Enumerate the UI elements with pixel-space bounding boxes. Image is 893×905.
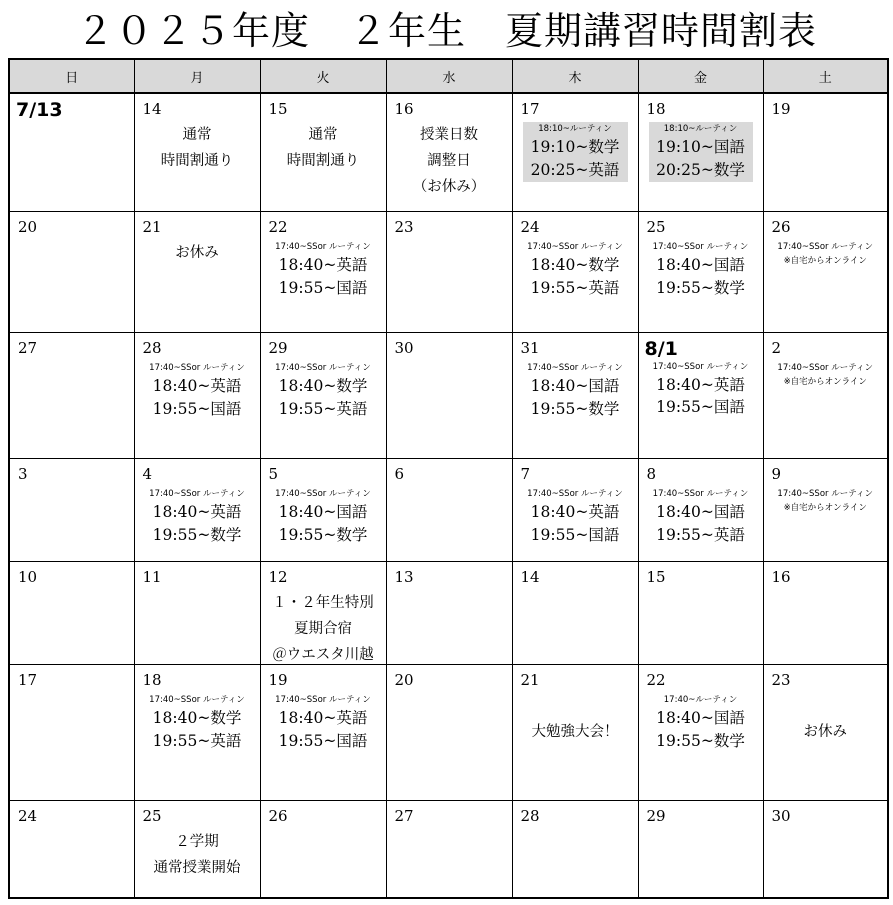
schedule-lines bbox=[513, 693, 638, 745]
day-cell-content bbox=[513, 94, 638, 211]
day-cell-content bbox=[639, 333, 763, 458]
schedule-note: 17:40~SSor ルーティン bbox=[777, 242, 874, 252]
day-schedule bbox=[135, 122, 260, 174]
schedule-line: 時間割通り bbox=[160, 153, 234, 169]
day-number: 21 bbox=[520, 671, 540, 689]
day-cell-content bbox=[135, 801, 260, 897]
weekday-header-sun: 日 bbox=[9, 59, 134, 93]
day-cell bbox=[9, 212, 134, 333]
day-cell-content bbox=[10, 562, 134, 664]
schedule-lines bbox=[639, 487, 763, 547]
day-schedule bbox=[639, 240, 763, 300]
schedule-lines bbox=[135, 122, 260, 174]
schedule-lines bbox=[135, 240, 260, 266]
schedule-lines bbox=[764, 361, 888, 389]
day-cell bbox=[638, 459, 763, 562]
day-number: 16 bbox=[394, 100, 414, 118]
day-cell bbox=[260, 93, 386, 212]
schedule-note: ※自宅からオンライン bbox=[783, 503, 867, 513]
day-number: 7 bbox=[520, 465, 531, 483]
day-cell-content bbox=[764, 333, 888, 458]
day-cell-content bbox=[764, 665, 888, 800]
schedule-line: 19:10~国語 bbox=[656, 138, 745, 156]
week-row bbox=[9, 665, 888, 801]
schedule-line: 18:40~国語 bbox=[530, 377, 620, 395]
week-row bbox=[9, 801, 888, 899]
day-cell-content bbox=[764, 94, 888, 211]
weekday-header-thu: 木 bbox=[512, 59, 638, 93]
day-cell-content bbox=[387, 801, 512, 897]
schedule-lines bbox=[639, 240, 763, 300]
schedule-line: 19:55~数学 bbox=[152, 526, 242, 544]
day-number: 29 bbox=[646, 807, 666, 825]
day-cell-content bbox=[387, 459, 512, 561]
schedule-note: 17:40~SSor ルーティン bbox=[275, 363, 371, 373]
day-cell bbox=[638, 665, 763, 801]
schedule-line: ２学期 bbox=[175, 834, 219, 850]
schedule-line: お休み bbox=[175, 245, 219, 261]
schedule-line: お休み bbox=[803, 724, 847, 740]
day-cell-content bbox=[10, 333, 134, 458]
day-number: 27 bbox=[394, 807, 414, 825]
day-cell bbox=[9, 459, 134, 562]
highlighted-schedule bbox=[523, 122, 628, 182]
day-number: 12 bbox=[268, 568, 288, 586]
schedule-line: 18:40~国語 bbox=[656, 503, 745, 521]
day-cell-content bbox=[10, 801, 134, 897]
day-number: 25 bbox=[646, 218, 666, 236]
schedule-line: 19:55~数学 bbox=[278, 526, 368, 544]
day-cell bbox=[386, 801, 512, 899]
schedule-note: 17:40~SSor ルーティン bbox=[149, 489, 245, 499]
schedule-line: 時間割通り bbox=[286, 153, 360, 169]
week-row bbox=[9, 212, 888, 333]
day-schedule bbox=[135, 829, 260, 881]
schedule-line: 19:55~国語 bbox=[278, 279, 368, 297]
schedule-lines bbox=[764, 240, 888, 268]
day-schedule bbox=[513, 487, 638, 547]
schedule-line: 通常授業開始 bbox=[153, 860, 241, 876]
schedule-line: 調整日 bbox=[427, 153, 471, 169]
day-cell-content bbox=[10, 212, 134, 332]
schedule-line bbox=[513, 693, 638, 719]
day-number: 7/13 bbox=[16, 99, 63, 121]
schedule-lines bbox=[513, 487, 638, 547]
day-cell-content bbox=[10, 665, 134, 800]
day-schedule bbox=[513, 240, 638, 300]
day-cell bbox=[9, 93, 134, 212]
day-number: 24 bbox=[520, 218, 540, 236]
day-number: 21 bbox=[142, 218, 162, 236]
schedule-lines bbox=[261, 487, 386, 547]
schedule-line bbox=[764, 693, 888, 719]
day-cell-content bbox=[10, 94, 134, 211]
day-number: 22 bbox=[646, 671, 666, 689]
day-number: 26 bbox=[268, 807, 288, 825]
schedule-lines bbox=[135, 487, 260, 547]
day-cell bbox=[512, 212, 638, 333]
schedule-line: 18:40~数学 bbox=[278, 377, 368, 395]
day-cell bbox=[638, 93, 763, 212]
day-cell-content bbox=[513, 801, 638, 897]
day-schedule bbox=[764, 361, 888, 389]
weekday-header-fri: 金 bbox=[638, 59, 763, 93]
day-cell bbox=[260, 212, 386, 333]
schedule-lines bbox=[764, 487, 888, 515]
schedule-line: 19:10~数学 bbox=[530, 138, 620, 156]
day-cell-content bbox=[387, 94, 512, 211]
schedule-note: 18:10~ルーティン bbox=[663, 124, 738, 134]
day-number: 3 bbox=[18, 465, 28, 483]
day-cell bbox=[134, 93, 260, 212]
schedule-note: 17:40~SSor ルーティン bbox=[777, 489, 874, 499]
day-cell-content bbox=[387, 212, 512, 332]
day-cell bbox=[134, 212, 260, 333]
day-number: 29 bbox=[268, 339, 288, 357]
day-cell bbox=[763, 562, 888, 665]
day-cell-content bbox=[639, 801, 763, 897]
schedule-note: 18:10~ルーティン bbox=[538, 124, 612, 134]
day-number: 18 bbox=[142, 671, 162, 689]
schedule-line: （お休み） bbox=[412, 179, 486, 195]
schedule-line: 18:40~英語 bbox=[152, 503, 242, 521]
day-cell-content bbox=[387, 562, 512, 664]
schedule-line: 19:55~国語 bbox=[152, 400, 242, 418]
schedule-line: １・２年生特別 bbox=[272, 595, 374, 611]
schedule-lines bbox=[261, 361, 386, 421]
day-cell bbox=[386, 212, 512, 333]
schedule-line: 19:55~英語 bbox=[152, 732, 242, 750]
day-number: 5 bbox=[268, 465, 279, 483]
schedule-lines bbox=[639, 360, 763, 418]
day-number: 10 bbox=[18, 568, 38, 586]
day-number: 17 bbox=[520, 100, 540, 118]
day-cell-content bbox=[261, 94, 386, 211]
day-schedule bbox=[261, 122, 386, 174]
schedule-line: 18:40~数学 bbox=[152, 709, 242, 727]
day-cell bbox=[9, 801, 134, 899]
day-schedule bbox=[135, 487, 260, 547]
schedule-line: 19:55~英語 bbox=[530, 279, 620, 297]
schedule-line: 20:25~英語 bbox=[530, 161, 620, 179]
schedule-line: 19:55~数学 bbox=[530, 400, 620, 418]
day-cell bbox=[763, 665, 888, 801]
schedule-line: 18:40~国語 bbox=[656, 256, 745, 274]
schedule-lines bbox=[261, 240, 386, 300]
schedule-note: ※自宅からオンライン bbox=[783, 377, 867, 387]
schedule-note: 17:40~ルーティン bbox=[663, 695, 738, 705]
day-cell-content bbox=[135, 333, 260, 458]
schedule-line: 通常 bbox=[182, 127, 212, 143]
schedule-line: 授業日数 bbox=[420, 127, 478, 143]
weekday-header-sat: 土 bbox=[763, 59, 888, 93]
weekday-header-wed: 水 bbox=[386, 59, 512, 93]
schedule-line: 18:40~英語 bbox=[530, 503, 620, 521]
highlighted-schedule bbox=[649, 122, 753, 182]
day-schedule bbox=[513, 361, 638, 421]
day-schedule bbox=[639, 122, 763, 182]
schedule-note: 17:40~SSor ルーティン bbox=[652, 489, 749, 499]
schedule-lines bbox=[261, 590, 386, 665]
day-schedule bbox=[261, 361, 386, 421]
schedule-line: 19:55~英語 bbox=[656, 526, 745, 544]
day-number: 17 bbox=[18, 671, 38, 689]
day-cell-content bbox=[135, 665, 260, 800]
schedule-line: 通常 bbox=[308, 127, 338, 143]
day-schedule bbox=[135, 693, 260, 753]
day-number: 15 bbox=[646, 568, 666, 586]
day-cell bbox=[134, 333, 260, 459]
day-cell bbox=[763, 801, 888, 899]
day-cell-content bbox=[513, 333, 638, 458]
schedule-line: 19:55~英語 bbox=[278, 400, 368, 418]
day-number: 14 bbox=[520, 568, 540, 586]
schedule-note: 17:40~SSor ルーティン bbox=[275, 489, 371, 499]
schedule-note: 17:40~SSor ルーティン bbox=[149, 363, 245, 373]
schedule-line: 18:40~国語 bbox=[278, 503, 368, 521]
schedule-lines bbox=[261, 693, 386, 753]
day-cell bbox=[134, 665, 260, 801]
schedule-line: 18:40~英語 bbox=[152, 377, 242, 395]
day-number: 20 bbox=[18, 218, 38, 236]
day-number: 28 bbox=[520, 807, 540, 825]
day-cell-content bbox=[261, 333, 386, 458]
schedule-lines bbox=[135, 361, 260, 421]
day-cell-content bbox=[639, 94, 763, 211]
day-number: 4 bbox=[142, 465, 153, 483]
day-cell bbox=[9, 333, 134, 459]
schedule-line: 18:40~英語 bbox=[278, 256, 368, 274]
day-number: 15 bbox=[268, 100, 288, 118]
day-cell-content bbox=[764, 459, 888, 561]
schedule-note: ※自宅からオンライン bbox=[783, 256, 867, 266]
day-cell bbox=[763, 93, 888, 212]
schedule-line: 19:55~数学 bbox=[656, 279, 745, 297]
day-number: 30 bbox=[771, 807, 791, 825]
day-number: 24 bbox=[18, 807, 38, 825]
schedule-note: 17:40~SSor ルーティン bbox=[652, 242, 749, 252]
day-number: 25 bbox=[142, 807, 162, 825]
day-cell bbox=[512, 801, 638, 899]
day-schedule bbox=[261, 693, 386, 753]
day-cell bbox=[638, 801, 763, 899]
schedule-note: 17:40~SSor ルーティン bbox=[149, 695, 245, 705]
day-cell bbox=[260, 333, 386, 459]
schedule-lines bbox=[261, 122, 386, 174]
day-schedule bbox=[639, 693, 763, 753]
schedule-line: 18:40~英語 bbox=[656, 376, 745, 394]
schedule-lines bbox=[639, 693, 763, 753]
day-number: 22 bbox=[268, 218, 288, 236]
day-schedule bbox=[764, 487, 888, 515]
schedule-note: 17:40~SSor ルーティン bbox=[527, 489, 623, 499]
day-cell bbox=[134, 801, 260, 899]
day-cell bbox=[9, 665, 134, 801]
schedule-line: 20:25~数学 bbox=[656, 161, 745, 179]
day-schedule bbox=[764, 240, 888, 268]
day-number: 9 bbox=[771, 465, 782, 483]
day-number: 19 bbox=[268, 671, 288, 689]
day-number: 6 bbox=[394, 465, 405, 483]
day-schedule bbox=[135, 361, 260, 421]
weekday-header-tue: 火 bbox=[260, 59, 386, 93]
day-cell-content bbox=[135, 212, 260, 332]
day-schedule bbox=[387, 122, 512, 200]
day-cell-content bbox=[513, 459, 638, 561]
day-cell bbox=[260, 459, 386, 562]
schedule-lines bbox=[513, 361, 638, 421]
day-cell-content bbox=[764, 212, 888, 332]
day-cell bbox=[512, 665, 638, 801]
day-cell bbox=[260, 562, 386, 665]
schedule-line: 18:40~数学 bbox=[530, 256, 620, 274]
schedule-line: 19:55~国語 bbox=[278, 732, 368, 750]
week-row bbox=[9, 333, 888, 459]
day-cell-content bbox=[639, 212, 763, 332]
schedule-line: 19:55~国語 bbox=[656, 398, 745, 416]
day-cell-content bbox=[513, 562, 638, 664]
day-number: 23 bbox=[771, 671, 791, 689]
weekday-header-mon: 月 bbox=[134, 59, 260, 93]
schedule-note: 17:40~SSor ルーティン bbox=[275, 242, 371, 252]
day-cell bbox=[386, 459, 512, 562]
schedule-note: 17:40~SSor ルーティン bbox=[652, 362, 749, 372]
week-row bbox=[9, 459, 888, 562]
schedule-line: 19:55~国語 bbox=[530, 526, 620, 544]
day-cell-content bbox=[639, 562, 763, 664]
schedule-line: 大勉強大会！ bbox=[531, 724, 619, 740]
day-number: 26 bbox=[771, 218, 791, 236]
day-cell bbox=[763, 333, 888, 459]
day-cell-content bbox=[261, 801, 386, 897]
day-schedule bbox=[261, 487, 386, 547]
day-number: 14 bbox=[142, 100, 162, 118]
day-cell-content bbox=[513, 665, 638, 800]
day-cell-content bbox=[135, 459, 260, 561]
schedule-lines bbox=[387, 122, 512, 200]
day-cell bbox=[638, 212, 763, 333]
day-cell-content bbox=[639, 665, 763, 800]
day-cell bbox=[134, 562, 260, 665]
schedule-lines bbox=[135, 829, 260, 881]
day-cell bbox=[512, 562, 638, 665]
day-cell bbox=[386, 93, 512, 212]
schedule-line: ＠ウエスタ川越 bbox=[272, 647, 374, 663]
day-schedule bbox=[639, 360, 763, 418]
day-cell-content bbox=[135, 94, 260, 211]
day-cell-content bbox=[764, 801, 888, 897]
day-cell-content bbox=[261, 459, 386, 561]
day-cell bbox=[512, 333, 638, 459]
day-number: 13 bbox=[394, 568, 414, 586]
schedule-note: 17:40~SSor ルーティン bbox=[527, 242, 623, 252]
day-schedule bbox=[513, 122, 638, 182]
day-schedule bbox=[639, 487, 763, 547]
day-number: 23 bbox=[394, 218, 414, 236]
page-title: ２０２５年度 ２年生 夏期講習時間割表 bbox=[75, 9, 817, 53]
day-cell bbox=[763, 212, 888, 333]
day-cell-content bbox=[764, 562, 888, 664]
day-cell bbox=[386, 562, 512, 665]
day-cell bbox=[638, 562, 763, 665]
timetable-calendar bbox=[8, 58, 889, 899]
schedule-lines bbox=[513, 240, 638, 300]
day-number: 2 bbox=[771, 339, 782, 357]
day-cell bbox=[260, 801, 386, 899]
day-number: 8 bbox=[646, 465, 657, 483]
schedule-line: 19:55~数学 bbox=[656, 732, 745, 750]
day-number: 16 bbox=[771, 568, 791, 586]
day-number: 28 bbox=[142, 339, 162, 357]
day-number: 11 bbox=[142, 568, 162, 586]
schedule-note: 17:40~SSor ルーティン bbox=[777, 363, 874, 373]
day-cell-content bbox=[387, 665, 512, 800]
day-cell bbox=[386, 665, 512, 801]
calendar-body bbox=[9, 93, 888, 898]
day-number: 18 bbox=[646, 100, 666, 118]
day-cell-content bbox=[261, 562, 386, 664]
day-cell bbox=[763, 459, 888, 562]
week-row bbox=[9, 93, 888, 212]
day-cell bbox=[134, 459, 260, 562]
day-number: 30 bbox=[394, 339, 414, 357]
day-schedule bbox=[261, 240, 386, 300]
day-cell bbox=[638, 333, 763, 459]
day-cell bbox=[512, 459, 638, 562]
day-number: 31 bbox=[520, 339, 540, 357]
schedule-note: 17:40~SSor ルーティン bbox=[527, 363, 623, 373]
day-cell-content bbox=[639, 459, 763, 561]
day-cell bbox=[386, 333, 512, 459]
weekday-header-row bbox=[9, 59, 888, 93]
schedule-lines bbox=[135, 693, 260, 753]
day-number: 20 bbox=[394, 671, 414, 689]
day-cell-content bbox=[261, 665, 386, 800]
day-cell bbox=[260, 665, 386, 801]
day-cell-content bbox=[10, 459, 134, 561]
day-cell-content bbox=[387, 333, 512, 458]
day-schedule bbox=[513, 693, 638, 745]
day-schedule bbox=[261, 590, 386, 665]
day-cell-content bbox=[513, 212, 638, 332]
day-schedule bbox=[764, 693, 888, 745]
week-row bbox=[9, 562, 888, 665]
schedule-lines bbox=[764, 693, 888, 745]
day-cell-content bbox=[135, 562, 260, 664]
schedule-note: 17:40~SSor ルーティン bbox=[275, 695, 371, 705]
schedule-line: 夏期合宿 bbox=[294, 621, 352, 637]
schedule-line: 18:40~国語 bbox=[656, 709, 745, 727]
day-number: 27 bbox=[18, 339, 38, 357]
schedule-line: 18:40~英語 bbox=[278, 709, 368, 727]
day-cell bbox=[512, 93, 638, 212]
day-cell-content bbox=[261, 212, 386, 332]
day-number: 19 bbox=[771, 100, 791, 118]
day-number: 8/1 bbox=[644, 338, 678, 360]
day-schedule bbox=[135, 240, 260, 266]
day-cell bbox=[9, 562, 134, 665]
